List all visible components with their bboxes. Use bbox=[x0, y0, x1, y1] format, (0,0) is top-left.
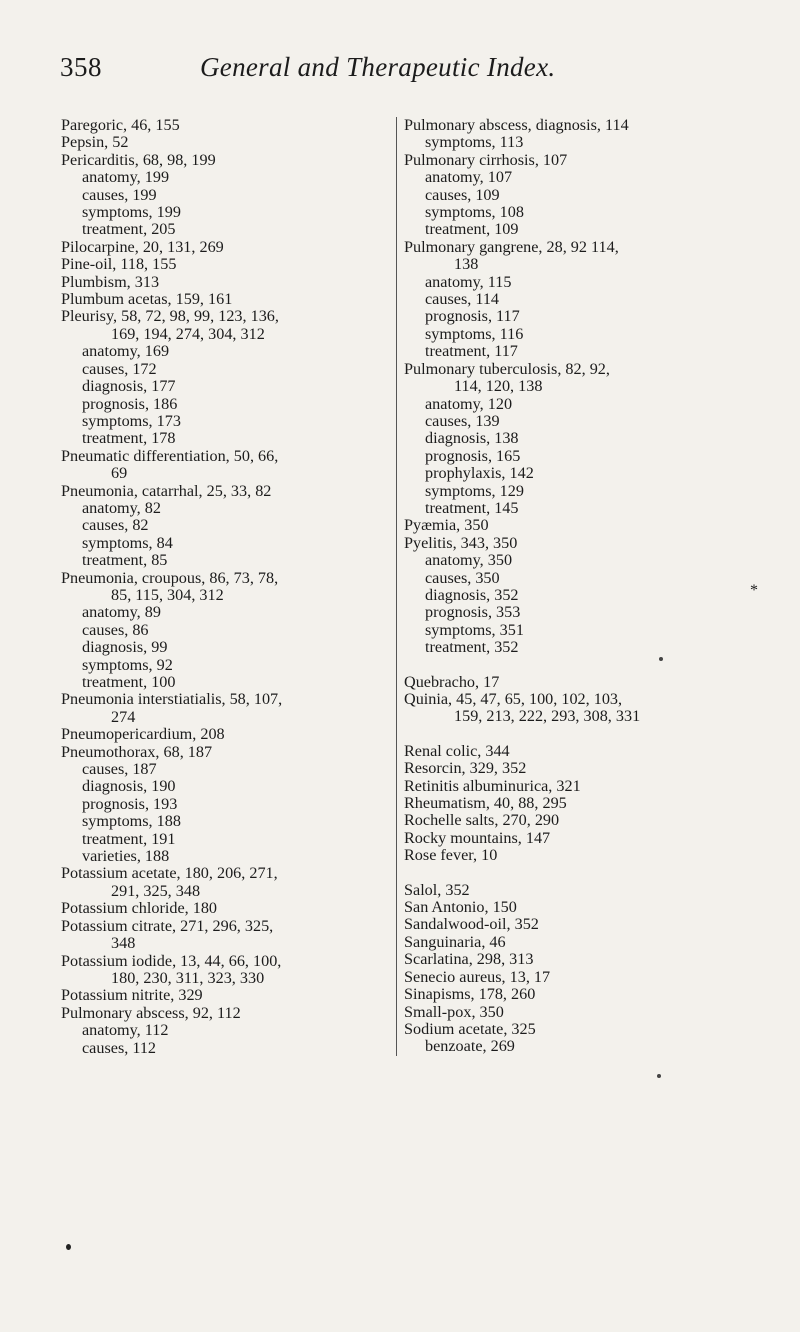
index-entry: San Antonio, 150 bbox=[404, 898, 517, 917]
index-subentry: treatment, 109 bbox=[425, 220, 519, 239]
running-title: General and Therapeutic Index. bbox=[200, 52, 556, 82]
index-subentry: anatomy, 169 bbox=[82, 342, 170, 361]
index-subentry: causes, 82 bbox=[82, 516, 149, 535]
index-entry: Retinitis albuminurica, 321 bbox=[404, 776, 581, 795]
index-subentry: diagnosis, 99 bbox=[82, 638, 168, 657]
index-subentry: treatment, 100 bbox=[82, 673, 176, 691]
index-entry: Resorcin, 329, 352 bbox=[404, 759, 527, 778]
index-subentry: diagnosis, 190 bbox=[82, 777, 176, 796]
index-entry: Renal colic, 344 bbox=[404, 741, 510, 760]
index-entry: Rocky mountains, 147 bbox=[404, 828, 551, 847]
index-entry: Potassium chloride, 180 bbox=[61, 899, 218, 918]
section-gap bbox=[397, 657, 732, 674]
index-subentry: anatomy, 107 bbox=[425, 168, 513, 187]
index-subentry: benzoate, 269 bbox=[425, 1037, 515, 1056]
index-entry: Pulmonary gangrene, 28, 92 114, bbox=[404, 237, 619, 256]
index-subentry: prognosis, 117 bbox=[425, 307, 520, 326]
index-entry: Pneumothorax, 68, 187 bbox=[61, 742, 213, 761]
index-subentry: treatment, 205 bbox=[82, 220, 176, 239]
section-gap bbox=[397, 865, 732, 882]
index-subentry: symptoms, 108 bbox=[425, 203, 524, 222]
index-subentry: prognosis, 186 bbox=[82, 394, 178, 413]
index-subentry: symptoms, 116 bbox=[425, 324, 524, 343]
index-entry-continuation: 138 bbox=[454, 255, 479, 274]
index-entry: Pneumonia, croupous, 86, 73, 78, bbox=[61, 568, 279, 587]
index-entry: Pleurisy, 58, 72, 98, 99, 123, 136, bbox=[61, 307, 279, 326]
index-subentry: anatomy, 350 bbox=[425, 551, 513, 570]
index-subentry: anatomy, 89 bbox=[82, 603, 161, 622]
ink-speck bbox=[659, 657, 663, 661]
index-subentry: symptoms, 351 bbox=[425, 620, 524, 639]
index-subentry: anatomy, 82 bbox=[82, 498, 161, 517]
index-entry: Potassium citrate, 271, 296, 325, bbox=[61, 916, 274, 935]
index-entry: Pulmonary cirrhosis, 107 bbox=[404, 150, 568, 169]
index-subentry: anatomy, 112 bbox=[82, 1021, 169, 1040]
index-subentry: symptoms, 113 bbox=[425, 133, 524, 152]
index-entry: Pyelitis, 343, 350 bbox=[404, 533, 518, 552]
index-subentry: varieties, 188 bbox=[82, 847, 170, 866]
index-subentry: prognosis, 165 bbox=[425, 446, 521, 465]
index-subentry: causes, 112 bbox=[82, 1038, 157, 1057]
index-entry: Potassium nitrite, 329 bbox=[61, 986, 203, 1005]
index-subentry: anatomy, 199 bbox=[82, 168, 170, 187]
index-entry: Potassium iodide, 13, 44, 66, 100, bbox=[61, 951, 282, 970]
index-subentry: causes, 109 bbox=[425, 185, 500, 204]
page-header bbox=[0, 52, 800, 92]
index-subentry: treatment, 178 bbox=[82, 429, 176, 448]
index-subentry: prognosis, 193 bbox=[82, 794, 178, 813]
index-entry: Sinapisms, 178, 260 bbox=[404, 985, 536, 1004]
index-subentry: causes, 187 bbox=[82, 760, 157, 779]
index-entry: Plumbum acetas, 159, 161 bbox=[61, 290, 233, 309]
index-entry: Pine-oil, 118, 155 bbox=[61, 255, 177, 274]
index-subentry: diagnosis, 138 bbox=[425, 429, 519, 448]
index-entry: Pepsin, 52 bbox=[61, 133, 129, 152]
index-entry-continuation: 114, 120, 138 bbox=[454, 377, 543, 396]
index-subentry: prophylaxis, 142 bbox=[425, 464, 534, 483]
ink-speck bbox=[66, 1244, 71, 1250]
index-subentry: diagnosis, 352 bbox=[425, 585, 519, 604]
index-entry: Small-pox, 350 bbox=[404, 1002, 504, 1021]
index-entry: Quebracho, 17 bbox=[404, 672, 500, 691]
index-subentry: symptoms, 188 bbox=[82, 812, 181, 831]
index-entry-continuation: 169, 194, 274, 304, 312 bbox=[111, 324, 265, 343]
index-entry: Pulmonary tuberculosis, 82, 92, bbox=[404, 359, 610, 378]
index-entry-continuation: 85, 115, 304, 312 bbox=[111, 585, 224, 604]
index-entry: Scarlatina, 298, 313 bbox=[404, 950, 534, 969]
index-subentry: treatment, 145 bbox=[425, 498, 519, 517]
index-column-right bbox=[396, 117, 732, 1056]
index-entry: Plumbism, 313 bbox=[61, 272, 160, 291]
margin-asterisk-mark: * bbox=[750, 582, 758, 599]
index-entry-continuation: 348 bbox=[111, 934, 136, 953]
index-entry-continuation: 159, 213, 222, 293, 308, 331 bbox=[454, 707, 641, 726]
index-entry: Sodium acetate, 325 bbox=[404, 1019, 536, 1038]
index-subentry: prognosis, 353 bbox=[425, 603, 521, 622]
index-entry-continuation: 180, 230, 311, 323, 330 bbox=[111, 968, 265, 987]
index-subentry: diagnosis, 177 bbox=[82, 377, 176, 396]
index-subentry: symptoms, 84 bbox=[82, 533, 173, 552]
index-subentry: causes, 139 bbox=[425, 411, 500, 430]
page-number: 358 bbox=[60, 52, 102, 82]
index-subentry: symptoms, 173 bbox=[82, 411, 181, 430]
index-entry: Pericarditis, 68, 98, 199 bbox=[61, 150, 216, 169]
index-entry: Salol, 352 bbox=[404, 880, 470, 899]
index-entry: Potassium acetate, 180, 206, 271, bbox=[61, 864, 278, 883]
index-subentry: treatment, 85 bbox=[82, 551, 168, 570]
index-entry: Quinia, 45, 47, 65, 100, 102, 103, bbox=[404, 690, 623, 708]
index-entry-continuation: 69 bbox=[111, 464, 128, 483]
index-entry: Pilocarpine, 20, 131, 269 bbox=[61, 237, 224, 256]
ink-speck bbox=[657, 1074, 661, 1078]
index-subentry: causes, 350 bbox=[425, 568, 500, 587]
index-subentry: symptoms, 199 bbox=[82, 203, 181, 222]
index-entry: Pneumopericardium, 208 bbox=[61, 725, 225, 744]
index-subentry: symptoms, 92 bbox=[82, 655, 173, 674]
index-entry: Pyæmia, 350 bbox=[404, 516, 489, 535]
index-subentry: treatment, 117 bbox=[425, 342, 518, 361]
index-subentry: treatment, 352 bbox=[425, 638, 519, 657]
index-subentry: causes, 199 bbox=[82, 185, 157, 204]
index-entry: Rheumatism, 40, 88, 295 bbox=[404, 794, 567, 813]
index-entry: Sanguinaria, 46 bbox=[404, 932, 506, 951]
index-entry: Pulmonary abscess, 92, 112 bbox=[61, 1003, 241, 1022]
index-entry: Rochelle salts, 270, 290 bbox=[404, 811, 560, 830]
index-entry: Senecio aureus, 13, 17 bbox=[404, 967, 551, 986]
index-entry: Pneumatic differentiation, 50, 66, bbox=[61, 446, 279, 465]
index-entry-continuation: 291, 325, 348 bbox=[111, 881, 201, 900]
index-subentry: causes, 172 bbox=[82, 359, 157, 378]
index-entry: Pneumonia, catarrhal, 25, 33, 82 bbox=[61, 481, 272, 500]
index-subentry: causes, 114 bbox=[425, 290, 500, 309]
index-entry: Sandalwood-oil, 352 bbox=[404, 915, 539, 934]
index-subentry: treatment, 191 bbox=[82, 829, 176, 848]
index-subentry: anatomy, 115 bbox=[425, 272, 512, 291]
index-entry: Rose fever, 10 bbox=[404, 846, 498, 865]
index-subentry: anatomy, 120 bbox=[425, 394, 513, 413]
index-column-left bbox=[61, 117, 386, 1057]
index-entry-continuation: 274 bbox=[111, 707, 136, 726]
index-entry: Paregoric, 46, 155 bbox=[61, 116, 180, 134]
index-subentry: causes, 86 bbox=[82, 620, 149, 639]
index-entry: Pulmonary abscess, diagnosis, 114 bbox=[404, 116, 629, 134]
index-entry: Pneumonia interstiatialis, 58, 107, bbox=[61, 690, 283, 709]
section-gap bbox=[397, 726, 732, 743]
index-subentry: symptoms, 129 bbox=[425, 481, 524, 500]
